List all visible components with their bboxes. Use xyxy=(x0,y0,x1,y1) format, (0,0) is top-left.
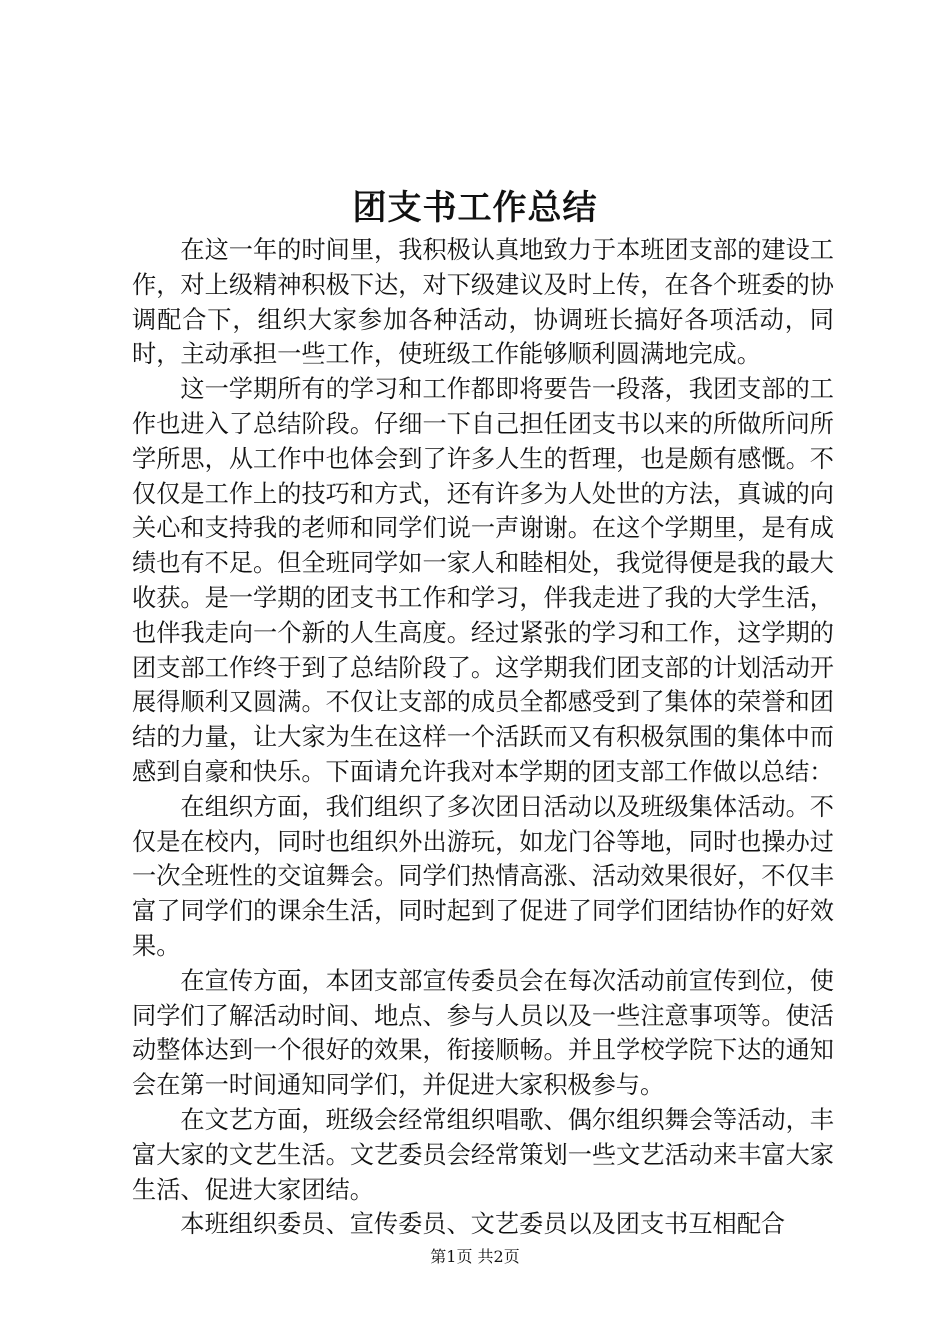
paragraph-cooperation: 本班组织委员、宣传委员、文艺委员以及团支书互相配合 xyxy=(180,1210,786,1239)
paragraph-arts: 在文艺方面，班级会经常组织唱歌、偶尔组织舞会等活动，丰富大家的文艺生活。文艺委员会经常策划一些文艺活动来丰富大家生活、促进大家团结。 xyxy=(132,1105,834,1204)
page-number-footer: 第1页 共2页 xyxy=(430,1247,520,1266)
paragraph-organization: 在组织方面，我们组织了多次团日活动以及班级集体活动。不仅是在校内，同时也组织外出游玩，如龙门谷等地，同时也操办过一次全班性的交谊舞会。同学们热情高涨、活动效果很好，不仅丰富了同学们的课余生活，同时起到了促进了同学们团结协作的好效果。 xyxy=(132,792,834,960)
document-title: 团支书工作总结 xyxy=(352,188,598,228)
paragraph-publicity: 在宣传方面，本团支部宣传委员会在每次活动前宣传到位，使同学们了解活动时间、地点、参与人员以及一些注意事项等。使活动整体达到一个很好的效果，衔接顺畅。并且学校学院下达的通知会在第一时间通知同学们，并促进大家积极参与。 xyxy=(132,966,834,1100)
document-body xyxy=(132,233,834,1242)
paragraph-summary: 这一学期所有的学习和工作都即将要告一段落，我团支部的工作也进入了总结阶段。仔细一下自己担任团支书以来的所做所问所学所思，从工作中也体会到了许多人生的哲理，也是颇有感慨。不仅仅是工作上的技巧和方式，还有许多为人处世的方法，真诚的向关心和支持我的老师和同学们说一声谢谢。在这个学期里，是有成绩也有不足。但全班同学如一家人和睦相处，我觉得便是我的最大收获。是一学期的团支书工作和学习，伴我走进了我的大学生活，也伴我走向一个新的人生高度。经过紧张的学习和工作，这学期的团支部工作终于到了总结阶段了。这学期我们团支部的计划活动开展得顺利又圆满。不仅让支部的成员全都感受到了集体的荣誉和团结的力量，让大家为生在这样一个活跃而又有积极氛围的集体中而感到自豪和快乐。下面请允许我对本学期的团支部工作做以总结： xyxy=(132,375,834,786)
paragraph-intro: 在这一年的时间里，我积极认真地致力于本班团支部的建设工作，对上级精神积极下达，对下级建议及时上传，在各个班委的协调配合下，组织大家参加各种活动，协调班长搞好各项活动，同时，主动承担一些工作，使班级工作能够顺利圆满地完成。 xyxy=(132,236,834,369)
